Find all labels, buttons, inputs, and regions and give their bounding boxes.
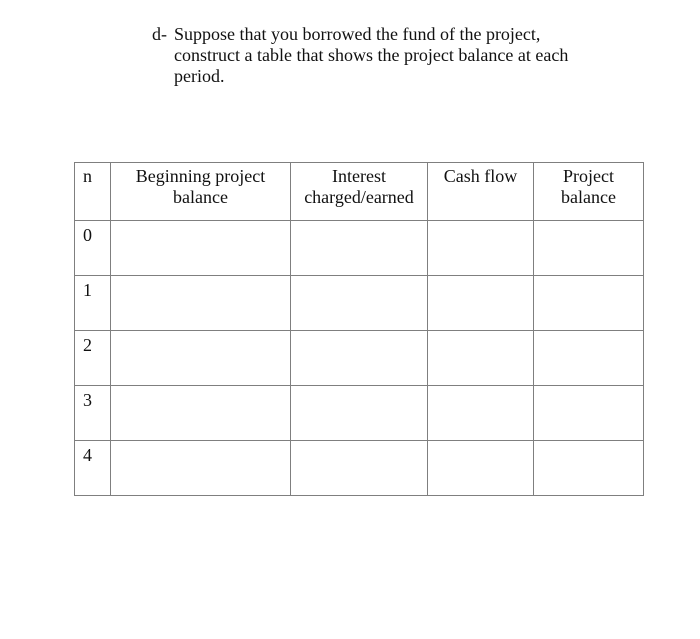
header-text: Project — [563, 166, 614, 186]
table-cell-project-balance — [534, 441, 644, 496]
table-row — [75, 221, 644, 276]
table-cell-interest — [291, 386, 428, 441]
table-cell-interest — [291, 331, 428, 386]
table-row — [75, 441, 644, 496]
table-cell-project-balance — [534, 331, 644, 386]
table-cell-interest — [291, 221, 428, 276]
question-line: Suppose that you borrowed the fund of the project, — [174, 24, 541, 44]
project-balance-table — [74, 162, 644, 496]
table-row — [75, 276, 644, 331]
header-text: balance — [173, 187, 228, 207]
question-line: construct a table that shows the project balance at each — [174, 45, 569, 65]
table-cell-cash-flow — [428, 441, 534, 496]
header-beginning-project-balance — [111, 163, 291, 221]
table-cell-project-balance — [534, 276, 644, 331]
question-line: period. — [174, 66, 225, 86]
table-cell-beginning — [111, 331, 291, 386]
period-number-cell: 4 — [75, 441, 111, 496]
question-label: d- — [152, 24, 167, 44]
table-body — [75, 221, 644, 496]
period-number-cell: 0 — [75, 221, 111, 276]
header-cash-flow: Cash flow — [428, 163, 534, 221]
period-number-cell: 1 — [75, 276, 111, 331]
table-cell-cash-flow — [428, 221, 534, 276]
table-cell-project-balance — [534, 386, 644, 441]
header-interest — [291, 163, 428, 221]
table-cell-beginning — [111, 441, 291, 496]
table-cell-beginning — [111, 276, 291, 331]
header-text: Interest — [332, 166, 386, 186]
period-number-cell: 2 — [75, 331, 111, 386]
table-header-row — [75, 163, 644, 221]
header-text: balance — [561, 187, 616, 207]
header-n: n — [75, 163, 111, 221]
period-number-cell: 3 — [75, 386, 111, 441]
table-cell-beginning — [111, 386, 291, 441]
table-cell-cash-flow — [428, 276, 534, 331]
header-project-balance — [534, 163, 644, 221]
table-cell-cash-flow — [428, 386, 534, 441]
table-cell-project-balance — [534, 221, 644, 276]
table-row — [75, 331, 644, 386]
header-text: charged/earned — [304, 187, 414, 207]
table-cell-interest — [291, 276, 428, 331]
table-cell-interest — [291, 441, 428, 496]
question-body — [174, 24, 622, 87]
table-cell-beginning — [111, 221, 291, 276]
question-text — [152, 24, 622, 87]
header-text: Beginning project — [135, 166, 266, 186]
table-cell-cash-flow — [428, 331, 534, 386]
table-row — [75, 386, 644, 441]
